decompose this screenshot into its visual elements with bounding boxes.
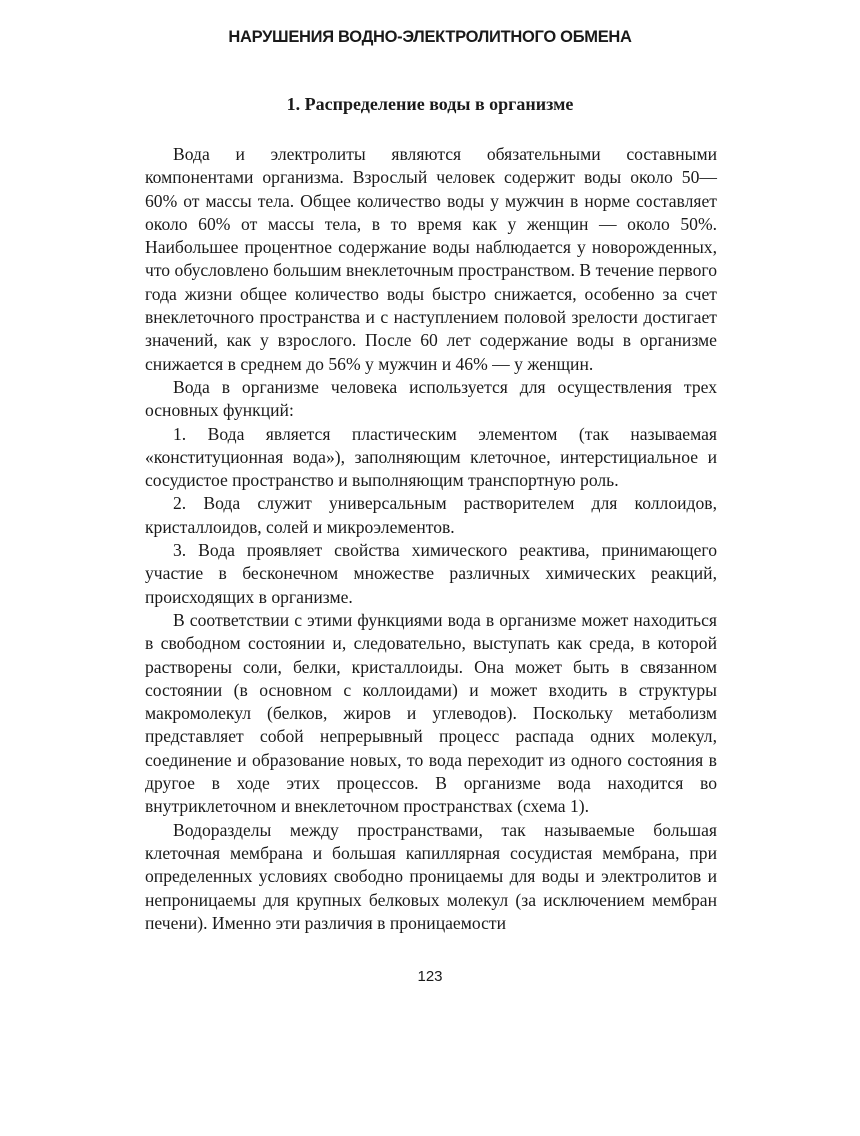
paragraph-function-2: 2. Вода служит универсальным растворителем для коллоидов, кристаллоидов, солей и микроэлементов.	[145, 493, 717, 537]
section-title: 1. Распределение воды в организме	[286, 94, 574, 114]
paragraph-water-states: В соответствии с этими функциями вода в организме может находиться в свободном состоянии и, следовательно, выступать как среда, в которой растворены соли, белки, кристаллоиды. Она может быть в связанном состоянии (в основном с коллоидами) и может входить в структуры макромолекул (белков, жиров и углеводов). Поскольку метаболизм представляет собой непрерывный процесс распада одних молекул, соединение и образование новых, то вода переходит из одного состояния в другое в ходе этих процессов. В организме вода находится во внутриклеточном и внеклеточном пространствах (схема 1).	[145, 609, 717, 817]
paragraph-membranes: Водоразделы между пространствами, так называемые большая клеточная мембрана и большая капиллярная сосудистая мембрана, при определенных условиях свободно проницаемы для воды и электролитов и непроницаемы для крупных белковых молекул (за исключением мембран печени). Именно эти различия в проницаемости	[145, 819, 717, 933]
chapter-title: НАРУШЕНИЯ ВОДНО-ЭЛЕКТРОЛИТНОГО ОБМЕНА	[228, 28, 632, 46]
body-text	[145, 143, 717, 935]
page-number: 123	[417, 968, 443, 985]
paragraph-functions-lead: Вода в организме человека используется для осуществления трех основных функций:	[145, 376, 717, 421]
paragraph-intro: Вода и электролиты являются обязательными составными компонентами организма. Взрослый человек содержит воды около 50—60% от массы тела. Общее количество воды у мужчин в норме составляет около 60% от массы тела, в то время как у женщин — около 50%. Наибольшее процентное содержание воды наблюдается у новорожденных, что обусловлено большим внеклеточным пространством. В течение первого года жизни общее количество воды быстро снижается, особенно за счет внеклеточного пространства и с наступлением половой зрелости достигает значений, как у взрослого. После 60 лет содержание воды в организме снижается в среднем до 56% у мужчин и 46% — у женщин.	[145, 144, 717, 374]
paragraph-function-1: 1. Вода является пластическим элементом (так называемая «конституционная вода»), заполняющим клеточное, интерстициальное и сосудистое пространство и выполняющим транспортную роль.	[145, 423, 717, 491]
paragraph-function-3: 3. Вода проявляет свойства химического реактива, принимающего участие в бесконечном множестве различных химических реакций, происходящих в организме.	[145, 540, 717, 607]
